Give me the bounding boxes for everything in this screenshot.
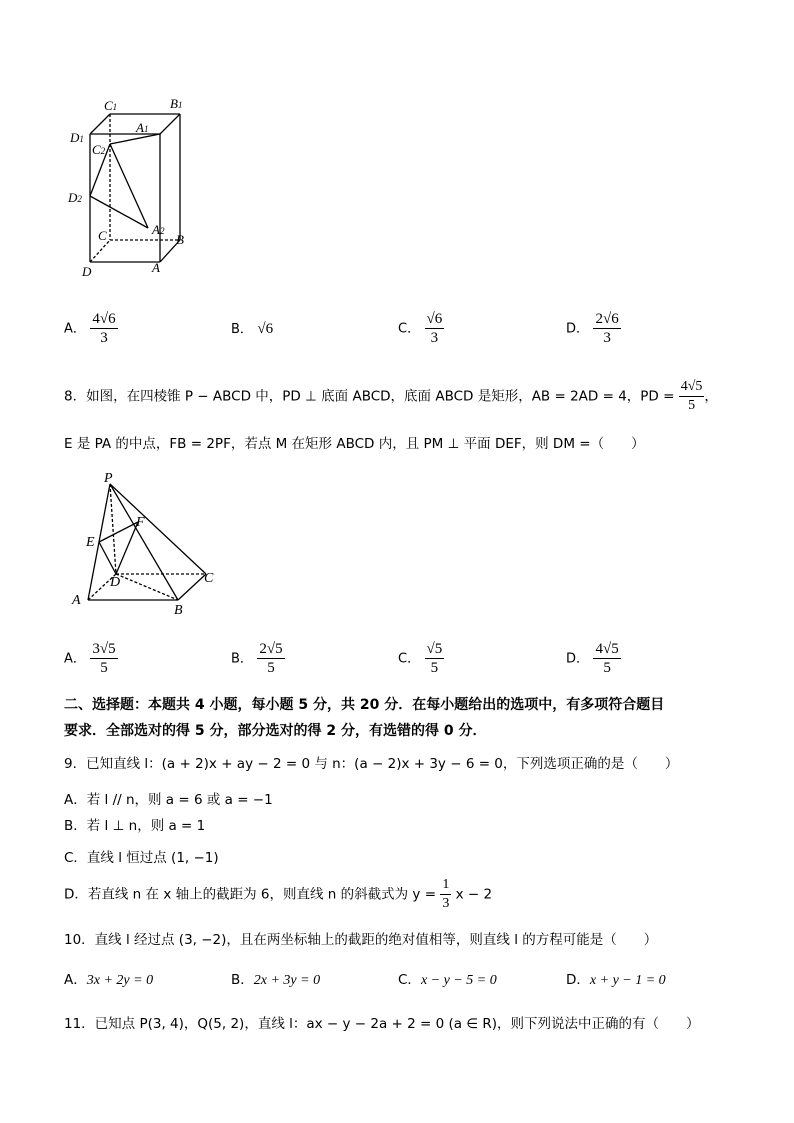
q8-option-b[interactable]: B． $\frac{2√5}{5}$ bbox=[231, 641, 283, 676]
q9-option-a[interactable]: A．若 l // n，则 a = 6 或 a = −1 bbox=[64, 792, 273, 808]
section2-heading-line2: 要求．全部选对的得 5 分，部分选对的得 2 分，有选错的得 0 分． bbox=[64, 723, 487, 739]
label-C: C bbox=[204, 571, 214, 586]
q8-option-d[interactable]: D． $\frac{4√5}{5}$ bbox=[566, 641, 619, 676]
q8-option-a[interactable]: A． $\frac{3√5}{5}$ bbox=[64, 641, 116, 676]
q9-stem: 9．已知直线 l：(a + 2)x + ay − 2 = 0 与 n：(a − 2)x + 3y − 6 = 0，下列选项正确的是（ ） bbox=[64, 756, 679, 772]
label-D1: D1 bbox=[70, 130, 84, 145]
q9-option-c[interactable]: C．直线 l 恒过点 (1, −1) bbox=[64, 850, 219, 866]
section2-heading-line1: 二、选择题：本题共 4 小题，每小题 5 分，共 20 分．在每小题给出的选项中，有多项符合题目 bbox=[64, 697, 665, 713]
label-A2: A2 bbox=[152, 222, 165, 237]
label-C1: C1 bbox=[104, 98, 118, 113]
label-C2: C2 bbox=[92, 142, 106, 157]
q10-option-b[interactable]: B．2x + 3y = 0 bbox=[231, 972, 321, 988]
q8-stem-line2: E 是 PA 的中点，FB = 2PF，若点 M 在矩形 ABCD 内，且 PM ⊥ 平面 DEF，则 DM =（ ） bbox=[64, 436, 645, 452]
q7-option-a[interactable]: A． $\frac{4√6}{3}$ bbox=[64, 311, 116, 346]
q10-option-a[interactable]: A．3x + 2y = 0 bbox=[64, 972, 154, 988]
q7-option-d[interactable]: D． $\frac{2√6}{3}$ bbox=[566, 311, 619, 346]
q9-option-d[interactable]: D．若直线 n 在 x 轴上的截距为 6，则直线 n 的斜截式为 y = $\frac{1}{3}$ x − 2 bbox=[64, 877, 493, 911]
q11-stem: 11．已知点 P(3, 4)，Q(5, 2)，直线 l：ax − y − 2a + 2 = 0 (a ∈ R)，则下列说法中正确的有（ ） bbox=[64, 1016, 700, 1032]
label-A1: A1 bbox=[136, 120, 149, 135]
q10-stem: 10．直线 l 经过点 (3, −2)，且在两坐标轴上的截距的绝对值相等，则直线 l 的方程可能是（ ） bbox=[64, 932, 658, 948]
q8-option-c[interactable]: C． $\frac{√5}{5}$ bbox=[398, 641, 443, 676]
label-C: C bbox=[98, 228, 107, 243]
q10-option-c[interactable]: C．x − y − 5 = 0 bbox=[398, 972, 497, 988]
label-D: D bbox=[110, 575, 121, 590]
label-F: F bbox=[136, 515, 145, 530]
prism-figure bbox=[60, 92, 210, 282]
label-P: P bbox=[104, 471, 113, 486]
q8-stem-line1: 8．如图，在四棱锥 P − ABCD 中，PD ⊥ 底面 ABCD，底面 ABCD 是矩形，AB = 2AD = 4，PD = $\frac{4√5}{5}$ ， bbox=[64, 379, 718, 413]
q9-option-b[interactable]: B．若 l ⊥ n，则 a = 1 bbox=[64, 818, 206, 834]
label-D: D bbox=[82, 264, 92, 279]
label-A: A bbox=[72, 593, 81, 608]
label-B: B bbox=[174, 603, 183, 618]
pyramid-figure bbox=[66, 470, 226, 620]
label-D2: D2 bbox=[68, 190, 82, 205]
q7-option-b[interactable]: B． √6 bbox=[231, 321, 274, 337]
label-B1: B1 bbox=[170, 96, 183, 111]
label-A: A bbox=[152, 260, 160, 275]
q7-option-c[interactable]: C． $\frac{√6}{3}$ bbox=[398, 311, 443, 346]
q10-option-d[interactable]: D．x + y − 1 = 0 bbox=[566, 972, 666, 988]
label-E: E bbox=[86, 535, 95, 550]
label-B: B bbox=[176, 232, 184, 247]
